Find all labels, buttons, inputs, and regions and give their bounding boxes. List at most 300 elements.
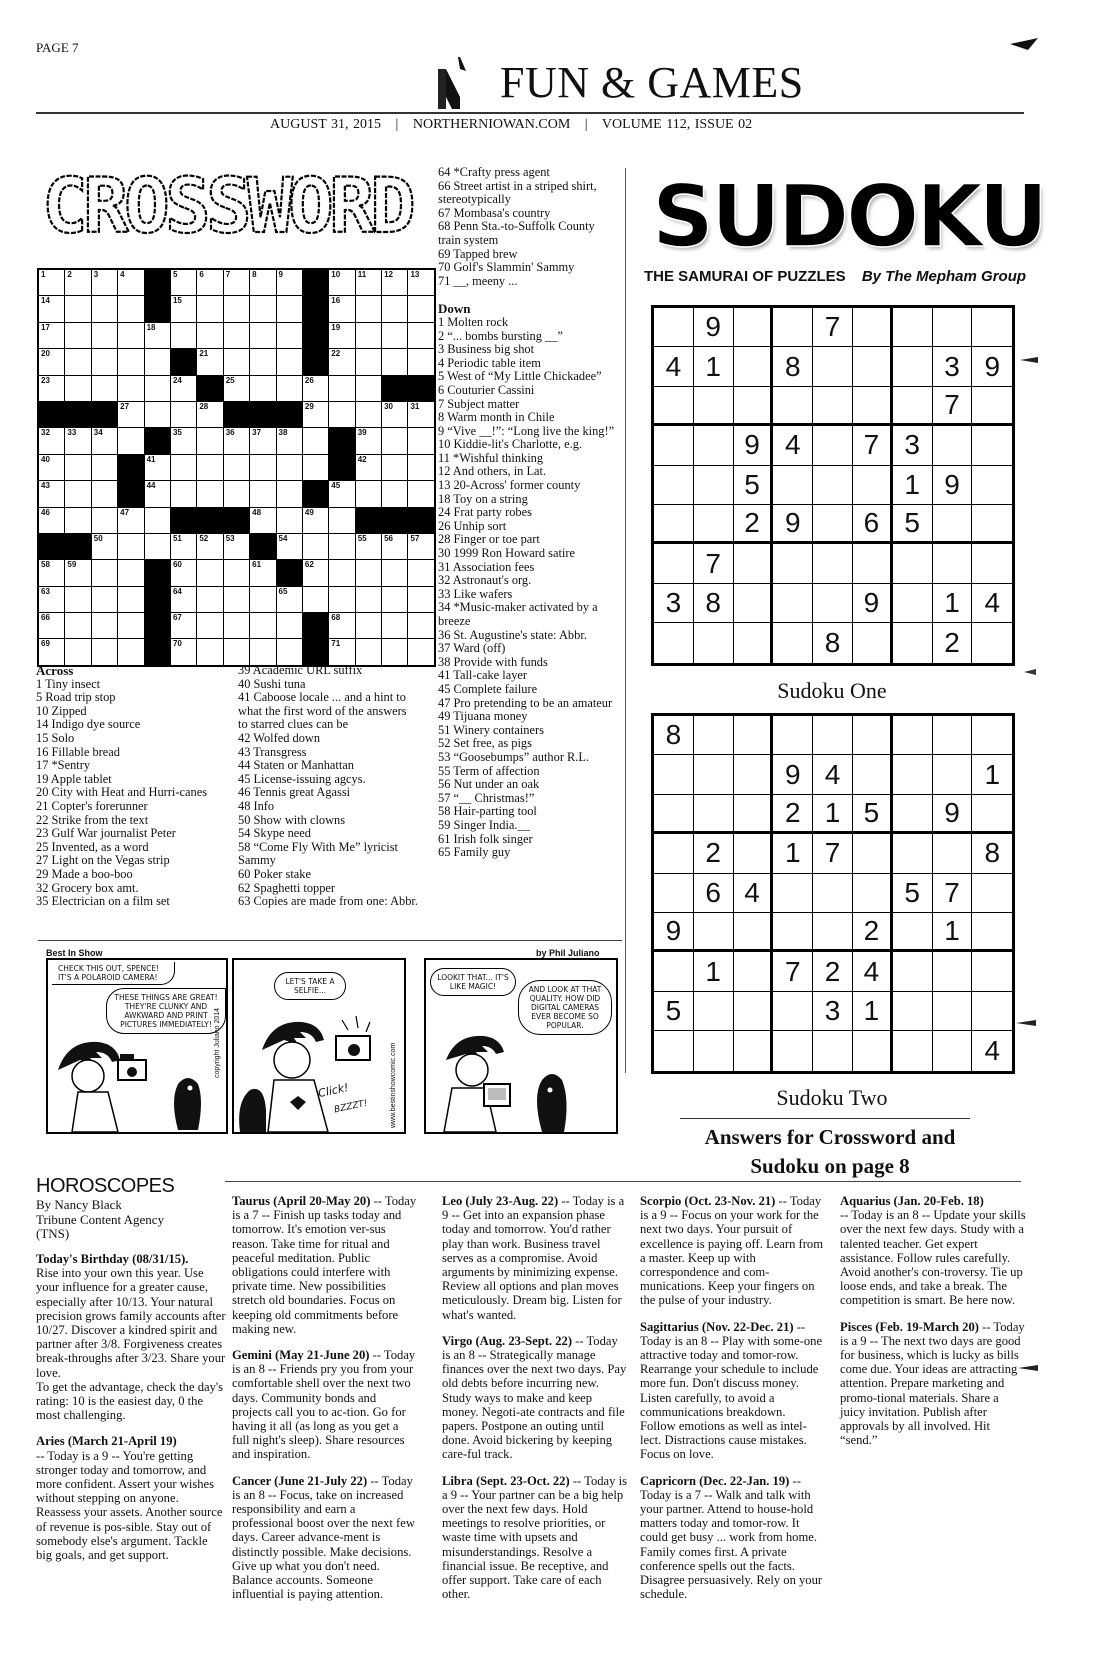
crossword-cell[interactable] — [39, 587, 64, 612]
sudoku-empty-cell[interactable] — [694, 716, 734, 755]
crossword-cell[interactable] — [92, 481, 117, 506]
crossword-cell[interactable] — [224, 560, 249, 585]
crossword-cell[interactable] — [277, 455, 302, 480]
sudoku-empty-cell[interactable] — [654, 466, 694, 505]
sudoku-empty-cell[interactable] — [773, 584, 813, 623]
crossword-cell[interactable] — [382, 560, 407, 585]
crossword-cell[interactable] — [277, 376, 302, 401]
crossword-cell[interactable] — [224, 481, 249, 506]
crossword-cell[interactable] — [65, 481, 90, 506]
crossword-cell[interactable] — [65, 270, 90, 295]
crossword-cell[interactable] — [118, 402, 143, 427]
crossword-cell[interactable] — [356, 639, 381, 664]
sudoku-empty-cell[interactable] — [893, 795, 933, 834]
crossword-cell[interactable] — [408, 349, 433, 374]
crossword-cell[interactable] — [118, 349, 143, 374]
sudoku-empty-cell[interactable] — [654, 1031, 694, 1070]
crossword-cell[interactable] — [329, 639, 354, 664]
sudoku-empty-cell[interactable] — [933, 308, 973, 347]
crossword-cell[interactable] — [118, 534, 143, 559]
crossword-cell[interactable] — [303, 508, 328, 533]
crossword-cell[interactable] — [65, 613, 90, 638]
crossword-cell[interactable] — [39, 428, 64, 453]
sudoku-empty-cell[interactable] — [853, 755, 893, 794]
crossword-cell[interactable] — [171, 296, 196, 321]
sudoku-empty-cell[interactable] — [893, 347, 933, 386]
sudoku-empty-cell[interactable] — [972, 874, 1012, 913]
crossword-cell[interactable] — [303, 428, 328, 453]
crossword-cell[interactable] — [92, 376, 117, 401]
crossword-cell[interactable] — [39, 481, 64, 506]
crossword-cell[interactable] — [356, 534, 381, 559]
crossword-cell[interactable] — [145, 534, 170, 559]
crossword-cell[interactable] — [197, 639, 222, 664]
crossword-cell[interactable] — [224, 296, 249, 321]
crossword-cell[interactable] — [329, 481, 354, 506]
crossword-cell[interactable] — [224, 639, 249, 664]
crossword-cell[interactable] — [329, 508, 354, 533]
crossword-cell[interactable] — [382, 402, 407, 427]
crossword-cell[interactable] — [224, 270, 249, 295]
sudoku-empty-cell[interactable] — [773, 716, 813, 755]
crossword-cell[interactable] — [329, 270, 354, 295]
sudoku-empty-cell[interactable] — [933, 426, 973, 465]
crossword-cell[interactable] — [118, 560, 143, 585]
sudoku-empty-cell[interactable] — [694, 505, 734, 544]
crossword-cell[interactable] — [408, 402, 433, 427]
sudoku-empty-cell[interactable] — [734, 308, 774, 347]
sudoku-empty-cell[interactable] — [694, 387, 734, 426]
crossword-cell[interactable] — [65, 428, 90, 453]
crossword-cell[interactable] — [65, 508, 90, 533]
crossword-cell[interactable] — [382, 428, 407, 453]
crossword-cell[interactable] — [145, 402, 170, 427]
sudoku-empty-cell[interactable] — [734, 952, 774, 991]
sudoku-empty-cell[interactable] — [893, 308, 933, 347]
crossword-cell[interactable] — [92, 560, 117, 585]
crossword-cell[interactable] — [224, 587, 249, 612]
crossword-cell[interactable] — [65, 376, 90, 401]
crossword-cell[interactable] — [118, 323, 143, 348]
sudoku-empty-cell[interactable] — [773, 992, 813, 1031]
crossword-cell[interactable] — [39, 639, 64, 664]
crossword-cell[interactable] — [382, 587, 407, 612]
crossword-cell[interactable] — [171, 534, 196, 559]
sudoku-empty-cell[interactable] — [813, 716, 853, 755]
sudoku-empty-cell[interactable] — [893, 952, 933, 991]
crossword-cell[interactable] — [250, 508, 275, 533]
sudoku-empty-cell[interactable] — [694, 426, 734, 465]
crossword-cell[interactable] — [92, 587, 117, 612]
crossword-cell[interactable] — [92, 428, 117, 453]
crossword-cell[interactable] — [277, 296, 302, 321]
sudoku-empty-cell[interactable] — [694, 992, 734, 1031]
crossword-cell[interactable] — [224, 455, 249, 480]
crossword-cell[interactable] — [118, 508, 143, 533]
crossword-cell[interactable] — [329, 587, 354, 612]
crossword-cell[interactable] — [171, 639, 196, 664]
sudoku-empty-cell[interactable] — [813, 544, 853, 583]
crossword-cell[interactable] — [356, 428, 381, 453]
sudoku-empty-cell[interactable] — [694, 1031, 734, 1070]
crossword-cell[interactable] — [329, 323, 354, 348]
sudoku-empty-cell[interactable] — [654, 755, 694, 794]
crossword-cell[interactable] — [197, 270, 222, 295]
sudoku-empty-cell[interactable] — [893, 387, 933, 426]
sudoku-empty-cell[interactable] — [773, 466, 813, 505]
crossword-cell[interactable] — [408, 613, 433, 638]
crossword-cell[interactable] — [382, 481, 407, 506]
sudoku-empty-cell[interactable] — [853, 347, 893, 386]
crossword-cell[interactable] — [118, 376, 143, 401]
crossword-cell[interactable] — [356, 323, 381, 348]
sudoku-empty-cell[interactable] — [773, 913, 813, 952]
crossword-cell[interactable] — [145, 376, 170, 401]
sudoku-empty-cell[interactable] — [813, 874, 853, 913]
sudoku-empty-cell[interactable] — [773, 387, 813, 426]
crossword-cell[interactable] — [39, 376, 64, 401]
crossword-cell[interactable] — [39, 560, 64, 585]
sudoku-empty-cell[interactable] — [734, 623, 774, 662]
crossword-cell[interactable] — [92, 296, 117, 321]
crossword-cell[interactable] — [39, 349, 64, 374]
sudoku-empty-cell[interactable] — [853, 874, 893, 913]
crossword-cell[interactable] — [171, 428, 196, 453]
crossword-cell[interactable] — [356, 560, 381, 585]
crossword-cell[interactable] — [250, 376, 275, 401]
crossword-cell[interactable] — [382, 270, 407, 295]
sudoku-empty-cell[interactable] — [972, 308, 1012, 347]
crossword-cell[interactable] — [171, 560, 196, 585]
crossword-cell[interactable] — [303, 455, 328, 480]
sudoku-empty-cell[interactable] — [893, 544, 933, 583]
crossword-cell[interactable] — [145, 481, 170, 506]
sudoku-empty-cell[interactable] — [853, 544, 893, 583]
sudoku-empty-cell[interactable] — [933, 952, 973, 991]
crossword-cell[interactable] — [329, 349, 354, 374]
sudoku-empty-cell[interactable] — [654, 834, 694, 873]
crossword-cell[interactable] — [39, 508, 64, 533]
crossword-cell[interactable] — [65, 560, 90, 585]
sudoku-empty-cell[interactable] — [734, 755, 774, 794]
sudoku-empty-cell[interactable] — [694, 795, 734, 834]
crossword-cell[interactable] — [303, 587, 328, 612]
sudoku-empty-cell[interactable] — [853, 308, 893, 347]
sudoku-empty-cell[interactable] — [972, 466, 1012, 505]
crossword-cell[interactable] — [356, 613, 381, 638]
sudoku-empty-cell[interactable] — [972, 992, 1012, 1031]
sudoku-empty-cell[interactable] — [893, 992, 933, 1031]
crossword-cell[interactable] — [39, 613, 64, 638]
sudoku-empty-cell[interactable] — [734, 716, 774, 755]
crossword-cell[interactable] — [171, 481, 196, 506]
crossword-cell[interactable] — [277, 639, 302, 664]
crossword-cell[interactable] — [250, 428, 275, 453]
sudoku-empty-cell[interactable] — [972, 505, 1012, 544]
crossword-cell[interactable] — [197, 296, 222, 321]
sudoku-empty-cell[interactable] — [893, 913, 933, 952]
crossword-cell[interactable] — [356, 455, 381, 480]
crossword-cell[interactable] — [250, 323, 275, 348]
crossword-cell[interactable] — [329, 613, 354, 638]
crossword-cell[interactable] — [277, 534, 302, 559]
sudoku-empty-cell[interactable] — [933, 716, 973, 755]
crossword-cell[interactable] — [408, 455, 433, 480]
crossword-cell[interactable] — [277, 613, 302, 638]
sound-effect: Click! — [316, 1080, 350, 1101]
crossword-cell[interactable] — [171, 270, 196, 295]
crossword-cell[interactable] — [92, 613, 117, 638]
crossword-cell[interactable] — [356, 481, 381, 506]
sudoku-empty-cell[interactable] — [972, 544, 1012, 583]
sudoku-empty-cell[interactable] — [654, 874, 694, 913]
crossword-cell[interactable] — [197, 534, 222, 559]
crossword-cell[interactable] — [356, 296, 381, 321]
crossword-cell[interactable] — [39, 323, 64, 348]
crossword-cell[interactable] — [171, 323, 196, 348]
crossword-cell[interactable] — [92, 508, 117, 533]
crossword-cell[interactable] — [356, 587, 381, 612]
sudoku-empty-cell[interactable] — [813, 913, 853, 952]
crossword-cell[interactable] — [329, 560, 354, 585]
sudoku-empty-cell[interactable] — [972, 913, 1012, 952]
crossword-cell[interactable] — [408, 534, 433, 559]
crossword-cell[interactable] — [145, 455, 170, 480]
crossword-cell[interactable] — [145, 323, 170, 348]
crossword-cell[interactable] — [224, 613, 249, 638]
crossword-cell[interactable] — [408, 639, 433, 664]
crossword-cell[interactable] — [329, 402, 354, 427]
crossword-cell[interactable] — [224, 349, 249, 374]
sudoku-empty-cell[interactable] — [972, 952, 1012, 991]
sudoku-empty-cell[interactable] — [734, 347, 774, 386]
sudoku-empty-cell[interactable] — [773, 623, 813, 662]
crossword-cell[interactable] — [408, 587, 433, 612]
crossword-cell[interactable] — [197, 613, 222, 638]
sudoku-empty-cell[interactable] — [813, 426, 853, 465]
sudoku-empty-cell[interactable] — [933, 505, 973, 544]
crossword-cell[interactable] — [197, 402, 222, 427]
sudoku-empty-cell[interactable] — [734, 913, 774, 952]
sudoku-empty-cell[interactable] — [813, 505, 853, 544]
sudoku-empty-cell[interactable] — [813, 584, 853, 623]
sudoku-empty-cell[interactable] — [893, 623, 933, 662]
crossword-cell[interactable] — [224, 428, 249, 453]
sudoku-empty-cell[interactable] — [972, 716, 1012, 755]
crossword-cell[interactable] — [65, 296, 90, 321]
crossword-cell[interactable] — [382, 349, 407, 374]
crossword-cell[interactable] — [277, 349, 302, 374]
crossword-cell[interactable] — [303, 402, 328, 427]
crossword-cell[interactable] — [171, 587, 196, 612]
crossword-cell[interactable] — [39, 296, 64, 321]
crossword-cell[interactable] — [277, 508, 302, 533]
crossword-block — [118, 455, 143, 480]
crossword-cell[interactable] — [250, 639, 275, 664]
crossword-cell[interactable] — [356, 402, 381, 427]
sudoku-empty-cell[interactable] — [813, 1031, 853, 1070]
website-link[interactable]: NORTHERNIOWAN.COM — [412, 117, 571, 132]
crossword-cell[interactable] — [197, 428, 222, 453]
sudoku-empty-cell[interactable] — [654, 544, 694, 583]
sudoku-empty-cell[interactable] — [773, 308, 813, 347]
crossword-cell[interactable] — [250, 349, 275, 374]
crossword-cell[interactable] — [408, 296, 433, 321]
sudoku-empty-cell[interactable] — [773, 1031, 813, 1070]
crossword-cell[interactable] — [197, 349, 222, 374]
crossword-cell[interactable] — [171, 402, 196, 427]
sudoku-empty-cell[interactable] — [893, 1031, 933, 1070]
sudoku-empty-cell[interactable] — [933, 1031, 973, 1070]
crossword-cell[interactable] — [303, 560, 328, 585]
crossword-cell[interactable] — [250, 481, 275, 506]
crossword-cell[interactable] — [224, 323, 249, 348]
sudoku-empty-cell[interactable] — [933, 834, 973, 873]
crossword-cell[interactable] — [145, 508, 170, 533]
crossword-cell[interactable] — [408, 560, 433, 585]
crossword-cell[interactable] — [92, 534, 117, 559]
crossword-cell[interactable] — [65, 639, 90, 664]
sudoku-empty-cell[interactable] — [893, 584, 933, 623]
crossword-cell[interactable] — [277, 481, 302, 506]
crossword-cell[interactable] — [382, 639, 407, 664]
crossword-cell[interactable] — [250, 455, 275, 480]
sudoku-empty-cell[interactable] — [972, 426, 1012, 465]
sudoku-empty-cell[interactable] — [734, 1031, 774, 1070]
crossword-cell[interactable] — [65, 455, 90, 480]
crossword-cell[interactable] — [303, 376, 328, 401]
crossword-cell[interactable] — [65, 323, 90, 348]
sudoku-empty-cell[interactable] — [654, 387, 694, 426]
crossword-cell[interactable] — [356, 270, 381, 295]
crossword-cell[interactable] — [382, 613, 407, 638]
crossword-cell[interactable] — [408, 270, 433, 295]
sudoku-empty-cell[interactable] — [734, 795, 774, 834]
crossword-cell[interactable] — [118, 428, 143, 453]
sudoku-empty-cell[interactable] — [734, 992, 774, 1031]
down-clue: 38 Provide with funds — [438, 654, 548, 669]
sudoku-empty-cell[interactable] — [853, 466, 893, 505]
crossword-cell[interactable] — [118, 296, 143, 321]
crossword-cell[interactable] — [118, 270, 143, 295]
sudoku-empty-cell[interactable] — [734, 387, 774, 426]
crossword-cell[interactable] — [197, 587, 222, 612]
sudoku-empty-cell[interactable] — [893, 755, 933, 794]
sudoku-empty-cell[interactable] — [933, 755, 973, 794]
crossword-cell[interactable] — [250, 270, 275, 295]
sudoku-empty-cell[interactable] — [654, 426, 694, 465]
sudoku-empty-cell[interactable] — [813, 387, 853, 426]
crossword-cell[interactable] — [277, 270, 302, 295]
crossword-cell[interactable] — [250, 560, 275, 585]
crossword-cell[interactable] — [356, 349, 381, 374]
sudoku-empty-cell[interactable] — [734, 584, 774, 623]
sudoku-empty-cell[interactable] — [893, 716, 933, 755]
crossword-cell[interactable] — [197, 481, 222, 506]
crossword-cell[interactable] — [118, 639, 143, 664]
crossword-cell[interactable] — [329, 296, 354, 321]
crossword-cell[interactable] — [382, 534, 407, 559]
sudoku-empty-cell[interactable] — [654, 308, 694, 347]
crossword-cell[interactable] — [356, 376, 381, 401]
sudoku-empty-cell[interactable] — [654, 795, 694, 834]
crossword-cell[interactable] — [277, 323, 302, 348]
crossword-cell[interactable] — [65, 349, 90, 374]
crossword-cell[interactable] — [382, 455, 407, 480]
sudoku-empty-cell[interactable] — [694, 755, 734, 794]
crossword-cell[interactable] — [277, 587, 302, 612]
sudoku-empty-cell[interactable] — [972, 795, 1012, 834]
sudoku-empty-cell[interactable] — [972, 387, 1012, 426]
sudoku-empty-cell[interactable] — [853, 623, 893, 662]
crossword-cell[interactable] — [382, 296, 407, 321]
crossword-cell[interactable] — [171, 455, 196, 480]
sudoku-empty-cell[interactable] — [853, 716, 893, 755]
crossword-cell[interactable] — [145, 349, 170, 374]
sudoku-empty-cell[interactable] — [853, 834, 893, 873]
sudoku-empty-cell[interactable] — [813, 466, 853, 505]
crossword-cell[interactable] — [408, 428, 433, 453]
sudoku-empty-cell[interactable] — [933, 544, 973, 583]
sudoku-empty-cell[interactable] — [773, 544, 813, 583]
sudoku-empty-cell[interactable] — [734, 544, 774, 583]
crossword-cell[interactable] — [224, 376, 249, 401]
sudoku-empty-cell[interactable] — [813, 347, 853, 386]
crossword-cell[interactable] — [92, 639, 117, 664]
comic-website[interactable]: www.bestinshowcomic.com — [390, 1042, 397, 1128]
crossword-cell[interactable] — [171, 376, 196, 401]
sudoku-empty-cell[interactable] — [893, 834, 933, 873]
crossword-cell[interactable] — [92, 323, 117, 348]
crossword-cell[interactable] — [408, 323, 433, 348]
crossword-cell[interactable] — [92, 455, 117, 480]
sudoku-empty-cell[interactable] — [654, 623, 694, 662]
crossword-cell[interactable] — [118, 613, 143, 638]
sudoku-empty-cell[interactable] — [853, 387, 893, 426]
sudoku-empty-cell[interactable] — [734, 834, 774, 873]
crossword-cell[interactable] — [197, 560, 222, 585]
crossword-cell[interactable] — [65, 587, 90, 612]
sudoku-empty-cell[interactable] — [654, 505, 694, 544]
crossword-cell[interactable] — [118, 587, 143, 612]
crossword-cell[interactable] — [92, 270, 117, 295]
sudoku-empty-cell[interactable] — [694, 466, 734, 505]
sudoku-empty-cell[interactable] — [694, 623, 734, 662]
crossword-cell[interactable] — [303, 534, 328, 559]
crossword-cell[interactable] — [197, 323, 222, 348]
crossword-cell[interactable] — [250, 613, 275, 638]
crossword-cell[interactable] — [197, 455, 222, 480]
crossword-cell[interactable] — [250, 296, 275, 321]
crossword-cell[interactable] — [92, 349, 117, 374]
sudoku-empty-cell[interactable] — [773, 874, 813, 913]
sudoku-empty-cell[interactable] — [694, 913, 734, 952]
crossword-cell[interactable] — [250, 587, 275, 612]
sudoku-empty-cell[interactable] — [972, 623, 1012, 662]
crossword-cell[interactable] — [277, 428, 302, 453]
sudoku-empty-cell[interactable] — [933, 992, 973, 1031]
crossword-cell[interactable] — [224, 534, 249, 559]
crossword-cell[interactable] — [382, 323, 407, 348]
crossword-cell[interactable] — [329, 534, 354, 559]
crossword-cell[interactable] — [171, 613, 196, 638]
sudoku-empty-cell[interactable] — [853, 1031, 893, 1070]
crossword-cell[interactable] — [329, 376, 354, 401]
crossword-cell[interactable] — [39, 270, 64, 295]
sudoku-empty-cell[interactable] — [654, 952, 694, 991]
crossword-cell[interactable] — [39, 455, 64, 480]
crossword-cell[interactable] — [408, 481, 433, 506]
